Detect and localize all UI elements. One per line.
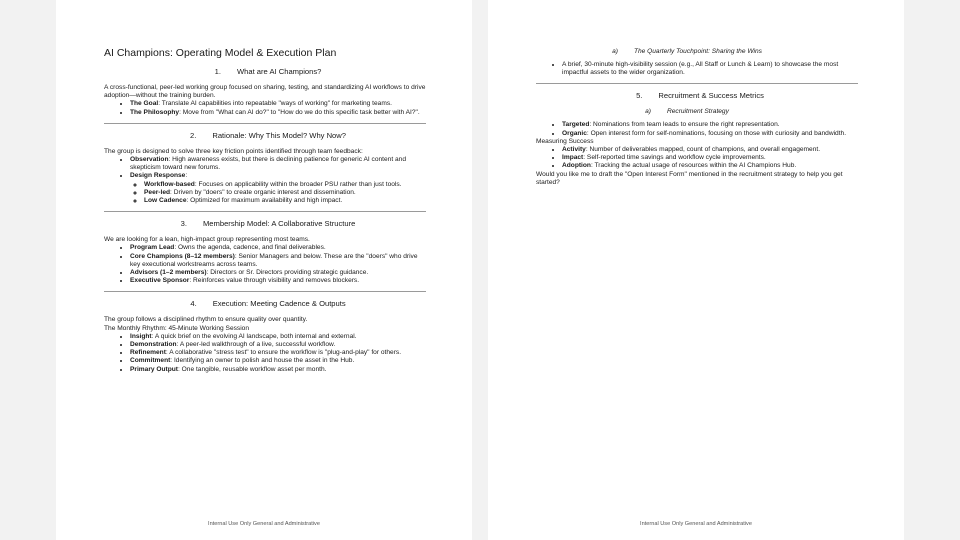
- item-label: Impact: [562, 154, 584, 162]
- item-text: : Open interest form for self-nominations, focusing on those with curiosity and bandwidth.: [586, 129, 847, 137]
- recruitment-list: [536, 121, 858, 137]
- item-text: : Driven by "doers" to create organic interest and dissemination.: [170, 188, 356, 196]
- section-1-heading: [104, 67, 426, 76]
- item-label: Refinement: [130, 349, 166, 357]
- page-1-content: [104, 47, 426, 374]
- list-item: [130, 109, 426, 117]
- section-5-heading: [536, 91, 858, 100]
- list-item: [130, 100, 426, 108]
- subsection-letter: a): [645, 108, 651, 116]
- item-text: : Nominations from team leads to ensure the right representation.: [589, 121, 780, 129]
- section-divider: [104, 291, 426, 292]
- section-3-list: [104, 244, 426, 285]
- section-2-intro: The group is designed to solve three key friction points identified through team feedback:: [104, 147, 363, 155]
- subsection-letter: a): [612, 48, 618, 55]
- list-item: • A brief, 30-minute high-visibility session (e.g., All Staff or Lunch & Learn) to showcase the most impactful assets to the wider organization.: [562, 61, 858, 77]
- item-label: Executive Sponsor: [130, 277, 190, 285]
- item-text: : A collaborative "stress test" to ensure the workflow is "plug-and-play" for others.: [165, 349, 402, 357]
- item-text: : High awareness exists, but there is declining patience for generic AI content and skepticism toward new forums.: [130, 156, 406, 172]
- item-text: : Move from "What can AI do?" to "How do we do this specific task better with AI?".: [179, 108, 420, 116]
- section-4-list: [104, 333, 426, 374]
- document-page-2: [488, 0, 904, 540]
- metrics-list: [536, 146, 858, 171]
- list-item: [130, 156, 426, 172]
- section-title: Recruitment & Success Metrics: [658, 91, 764, 101]
- item-label: Core Champions (8–12 members): [130, 252, 235, 260]
- section-title: Rationale: Why This Model? Why Now?: [212, 130, 346, 140]
- sub-list-item: [144, 189, 426, 197]
- quarterly-touchpoint-heading: [536, 48, 858, 55]
- section-divider: [536, 83, 858, 84]
- item-label: Commitment: [130, 357, 171, 365]
- section-number: 1.: [214, 67, 221, 76]
- list-item: [130, 357, 426, 365]
- section-4-intro: The group follows a disciplined rhythm to ensure quality over quantity.: [104, 316, 308, 324]
- item-label: Targeted: [562, 121, 590, 129]
- list-item: [130, 349, 426, 357]
- section-title: What are AI Champions?: [236, 67, 322, 76]
- section-number: 2.: [190, 130, 197, 140]
- item-text: : A peer-led walkthrough of a live, successful workflow.: [176, 341, 336, 349]
- item-label: Organic: [562, 129, 587, 137]
- list-item: [130, 341, 426, 349]
- item-label: Workflow-based: [144, 180, 195, 188]
- item-text: : A quick brief on the evolving AI landscape, both internal and external.: [151, 332, 357, 340]
- list-item: [130, 333, 426, 341]
- item-label: Observation: [130, 156, 169, 164]
- section-title: Membership Model: A Collaborative Structure: [202, 219, 356, 229]
- design-response-sublist: [130, 181, 426, 206]
- section-number: 4.: [190, 299, 197, 309]
- item-text: : Identifying an owner to polish and house the asset in the Hub.: [170, 357, 355, 365]
- section-4-heading: [104, 299, 426, 308]
- item-label: The Goal: [130, 100, 159, 108]
- item-label: The Philosophy: [130, 108, 180, 116]
- item-text: : Focuses on applicability within the broader PSU rather than just tools.: [194, 180, 402, 188]
- item-label: Primary Output: [130, 365, 178, 373]
- document-page-1: [56, 0, 472, 540]
- section-number: 3.: [180, 219, 187, 229]
- section-3-heading: [104, 219, 426, 228]
- list-item: [130, 366, 426, 374]
- quarterly-touchpoint-list: [536, 61, 858, 77]
- item-text: : Number of deliverables mapped, count of champions, and overall engagement.: [585, 146, 821, 154]
- list-item: [562, 121, 858, 129]
- sub-list-item: [144, 181, 426, 189]
- page-footer: Internal Use Only General and Administrative: [640, 521, 752, 527]
- section-2-heading: [104, 131, 426, 140]
- section-1-intro: A cross-functional, peer-led working group focused on sharing, testing, and standardizing AI workflows to drive adoption—without the training burden.: [104, 84, 426, 100]
- item-text: : Optimized for maximum availability and high impact.: [186, 197, 343, 205]
- measuring-success-label: Measuring Success: [536, 137, 594, 145]
- list-item: [562, 130, 858, 138]
- item-text: : Self-reported time savings and workflow cycle improvements.: [583, 154, 766, 162]
- subsection-title: The Quarterly Touchpoint: Sharing the Wins: [633, 48, 762, 55]
- section-title: Execution: Meeting Cadence & Outputs: [212, 299, 346, 309]
- item-text: : Directors or Sr. Directors providing strategic guidance.: [206, 269, 369, 277]
- list-item: [130, 253, 426, 269]
- section-1-list: [104, 100, 426, 116]
- item-label: Demonstration: [130, 341, 177, 349]
- section-2-list: [104, 156, 426, 205]
- section-number: 5.: [636, 91, 643, 101]
- section-3-intro: We are looking for a lean, high-impact group representing most teams.: [104, 236, 310, 244]
- item-label: Peer-led: [144, 188, 171, 196]
- item-label: Low Cadence: [144, 197, 187, 205]
- list-item: [130, 244, 426, 252]
- list-item: [562, 162, 858, 170]
- item-text: : Translate AI capabilities into repeatable "ways of working" for marketing teams.: [158, 100, 392, 108]
- list-item: [130, 172, 426, 205]
- monthly-rhythm-label: The Monthly Rhythm: 45-Minute Working Session: [104, 324, 250, 332]
- item-text: : Senior Managers and below. These are the "doers" who drive key executional workstreams across teams.: [130, 252, 418, 268]
- page-footer: Internal Use Only General and Administrative: [208, 521, 320, 527]
- item-label: Advisors (1–2 members): [130, 269, 207, 277]
- item-text: : Reinforces value through visibility and removes blockers.: [189, 277, 360, 285]
- item-label: Program Lead: [130, 244, 175, 252]
- list-item: [562, 154, 858, 162]
- section-divider: [104, 123, 426, 124]
- section-divider: [104, 211, 426, 212]
- item-label: Insight: [130, 332, 152, 340]
- subsection-title: Recruitment Strategy: [666, 108, 729, 116]
- document-title: AI Champions: Operating Model & Execution Plan: [104, 47, 337, 59]
- list-item: [130, 277, 426, 285]
- closing-question: Would you like me to draft the "Open Interest Form" mentioned in the recruitment strategy to help you get started?: [536, 170, 843, 186]
- item-text: : One tangible, reusable workflow asset per month.: [178, 365, 327, 373]
- item-label: Activity: [562, 146, 586, 154]
- item-text: :: [185, 172, 188, 180]
- page-2-content: [536, 46, 858, 187]
- item-text: : Owns the agenda, cadence, and final deliverables.: [174, 244, 326, 252]
- item-label: Design Response: [130, 172, 186, 180]
- item-text: : Tracking the actual usage of resources within the AI Champions Hub.: [590, 162, 797, 170]
- recruitment-strategy-heading: [536, 108, 858, 115]
- item-label: Adoption: [562, 162, 591, 170]
- list-item: [130, 269, 426, 277]
- list-item: [562, 146, 858, 154]
- sub-list-item: [144, 197, 426, 205]
